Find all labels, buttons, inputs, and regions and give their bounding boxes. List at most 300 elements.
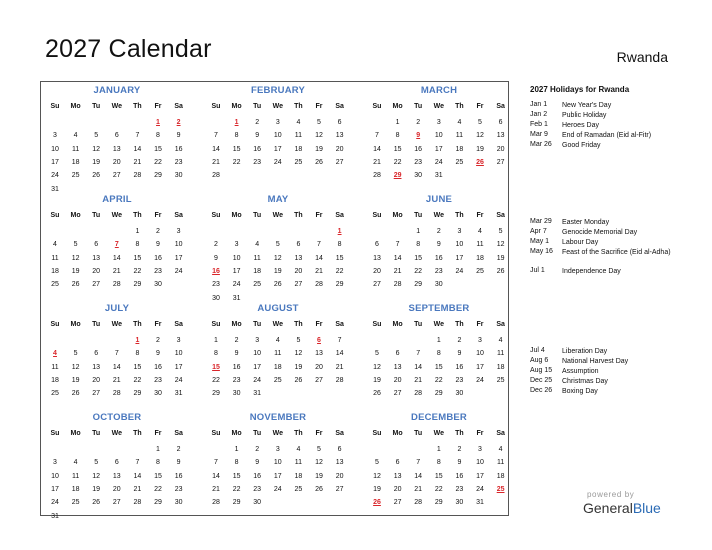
day-cell: 25 bbox=[71, 172, 80, 180]
day-cell: 12 bbox=[315, 132, 323, 140]
day-cell: 4 bbox=[457, 119, 462, 126]
day-cell: 1 bbox=[436, 337, 441, 344]
day-cell: 25 bbox=[51, 281, 59, 289]
month-name: MAY bbox=[267, 194, 289, 205]
day-cell: 25 bbox=[455, 158, 464, 166]
day-cell: 16 bbox=[154, 363, 162, 371]
weekday-label: Sa bbox=[496, 212, 505, 219]
day-cell: 21 bbox=[212, 158, 220, 166]
day-cell: 13 bbox=[92, 254, 101, 262]
day-cell: 6 bbox=[114, 132, 119, 140]
day-cell: 3 bbox=[275, 446, 280, 453]
day-cell: 15 bbox=[154, 145, 162, 153]
day-cell: 16 bbox=[253, 145, 262, 153]
day-cell: 14 bbox=[414, 363, 423, 371]
weekday-label: Su bbox=[211, 430, 221, 437]
day-cell: 17 bbox=[253, 363, 262, 371]
holiday-date: May 16 bbox=[530, 248, 553, 255]
weekday-label: We bbox=[433, 103, 444, 110]
weekday-label: Sa bbox=[174, 430, 183, 437]
day-cell: 22 bbox=[335, 267, 344, 275]
day-cell: 23 bbox=[232, 376, 241, 384]
day-cell: 9 bbox=[234, 350, 239, 358]
weekday-label: Sa bbox=[174, 321, 183, 328]
holiday-date: May 1 bbox=[530, 238, 550, 245]
day-cell: 12 bbox=[373, 363, 381, 371]
day-cell: 11 bbox=[71, 145, 80, 153]
weekday-label: Su bbox=[211, 212, 221, 219]
day-cell: 24 bbox=[273, 485, 282, 493]
day-cell: 30 bbox=[455, 390, 464, 398]
day-cell: 24 bbox=[232, 281, 241, 289]
weekday-label: Fr bbox=[476, 321, 484, 328]
day-cell: 24 bbox=[253, 376, 262, 384]
day-cell: 2 bbox=[156, 228, 160, 235]
day-cell: 10 bbox=[273, 459, 282, 467]
day-cell: 9 bbox=[255, 132, 260, 140]
day-cell: 14 bbox=[414, 472, 423, 480]
day-cell: 28 bbox=[112, 281, 121, 289]
day-cell: 3 bbox=[478, 337, 482, 344]
day-cell: 15 bbox=[154, 472, 162, 480]
day-cell: 8 bbox=[416, 241, 421, 249]
day-cell: 14 bbox=[212, 472, 220, 480]
day-cell: 11 bbox=[455, 132, 464, 140]
day-cell: 26 bbox=[315, 158, 323, 166]
weekday-label: Mo bbox=[70, 430, 81, 437]
day-cell: 13 bbox=[393, 363, 402, 371]
day-cell: 17 bbox=[51, 485, 59, 493]
weekday-label: Mo bbox=[231, 321, 242, 328]
day-cell: 3 bbox=[255, 337, 260, 344]
day-cell: 26 bbox=[92, 172, 101, 180]
day-cell: 2 bbox=[156, 337, 160, 344]
day-cell: 8 bbox=[135, 350, 140, 358]
weekday-label: Mo bbox=[231, 212, 242, 219]
day-cell: 12 bbox=[476, 132, 484, 140]
month-name: JUNE bbox=[425, 194, 453, 205]
holiday-date: Dec 26 bbox=[530, 387, 553, 394]
day-cell: 2 bbox=[457, 337, 462, 344]
day-cell: 4 bbox=[498, 446, 503, 453]
day-cell: 12 bbox=[71, 254, 80, 262]
day-cell: 21 bbox=[393, 267, 402, 275]
weekday-label: Th bbox=[133, 430, 142, 437]
day-cell: 14 bbox=[133, 145, 142, 153]
day-cell: 20 bbox=[335, 145, 344, 153]
day-cell: 28 bbox=[373, 172, 381, 180]
holiday-name: End of Ramadan (Eid al-Fitr) bbox=[562, 132, 652, 139]
holiday-name: New Year's Day bbox=[562, 102, 612, 109]
holiday-name: Christmas Day bbox=[562, 378, 608, 385]
day-cell: 2 bbox=[416, 119, 421, 126]
day-cell: 24 bbox=[51, 172, 59, 180]
day-cell: 13 bbox=[393, 472, 402, 480]
holiday-date: Jan 1 bbox=[530, 101, 548, 108]
day-cell: 28 bbox=[414, 390, 423, 398]
weekday-label: Th bbox=[294, 321, 303, 328]
day-cell: 21 bbox=[212, 485, 220, 493]
day-cell: 19 bbox=[71, 267, 80, 275]
powered-by-text: powered by bbox=[587, 490, 635, 499]
day-cell: 5 bbox=[317, 119, 321, 126]
day-cell: 20 bbox=[294, 267, 303, 275]
month-name: SEPTEMBER bbox=[408, 303, 470, 314]
holiday-date: Mar 26 bbox=[530, 141, 552, 148]
day-cell: 30 bbox=[455, 499, 464, 507]
day-cell: 1 bbox=[135, 228, 140, 235]
day-cell: 26 bbox=[294, 376, 303, 384]
day-cell: 10 bbox=[476, 350, 484, 358]
day-cell: 23 bbox=[154, 376, 162, 384]
day-cell: 4 bbox=[53, 241, 57, 249]
weekday-label: Su bbox=[372, 103, 382, 110]
weekday-label: Sa bbox=[496, 321, 505, 328]
day-cell: 15 bbox=[414, 254, 423, 262]
day-cell: 17 bbox=[174, 254, 183, 262]
holiday-name: Public Holiday bbox=[562, 112, 607, 119]
weekday-label: Su bbox=[50, 430, 60, 437]
day-cell: 11 bbox=[496, 459, 505, 467]
day-cell: 22 bbox=[232, 485, 241, 493]
holiday-day: 4 bbox=[53, 350, 57, 358]
day-cell: 25 bbox=[294, 485, 303, 493]
day-cell: 28 bbox=[133, 499, 142, 507]
day-cell: 10 bbox=[174, 350, 183, 358]
weekday-label: Sa bbox=[335, 321, 344, 328]
weekday-label: Su bbox=[372, 430, 382, 437]
day-cell: 13 bbox=[496, 132, 505, 140]
day-cell: 27 bbox=[496, 158, 505, 166]
day-cell: 23 bbox=[253, 158, 262, 166]
day-cell: 8 bbox=[234, 459, 239, 467]
day-cell: 20 bbox=[335, 472, 344, 480]
day-cell: 21 bbox=[112, 376, 121, 384]
holiday-day: 26 bbox=[373, 499, 381, 507]
day-cell: 20 bbox=[373, 267, 381, 275]
weekday-label: Fr bbox=[315, 103, 323, 110]
weekday-label: Su bbox=[50, 212, 60, 219]
weekday-label: Mo bbox=[231, 103, 242, 110]
holiday-day: 2 bbox=[176, 119, 181, 126]
weekday-label: Mo bbox=[392, 430, 403, 437]
day-cell: 10 bbox=[273, 132, 282, 140]
holiday-name: Feast of the Sacrifice (Eid al-Adha) bbox=[562, 249, 671, 256]
weekday-label: Tu bbox=[414, 212, 423, 219]
day-cell: 31 bbox=[232, 294, 241, 302]
weekday-label: We bbox=[272, 103, 283, 110]
day-cell: 18 bbox=[51, 376, 59, 384]
day-cell: 13 bbox=[315, 350, 323, 358]
day-cell: 24 bbox=[273, 158, 282, 166]
day-cell: 7 bbox=[337, 337, 342, 344]
day-cell: 15 bbox=[335, 254, 344, 262]
day-cell: 26 bbox=[71, 281, 80, 289]
day-cell: 11 bbox=[51, 254, 59, 262]
day-cell: 29 bbox=[434, 390, 443, 398]
day-cell: 11 bbox=[294, 132, 303, 140]
day-cell: 1 bbox=[234, 446, 239, 453]
month-name: FEBRUARY bbox=[250, 85, 306, 96]
weekday-label: Tu bbox=[253, 321, 262, 328]
day-cell: 8 bbox=[156, 132, 160, 140]
day-cell: 31 bbox=[253, 390, 262, 398]
day-cell: 16 bbox=[455, 472, 464, 480]
day-cell: 24 bbox=[174, 376, 183, 384]
weekday-label: Sa bbox=[335, 212, 344, 219]
weekday-label: We bbox=[111, 430, 122, 437]
day-cell: 5 bbox=[375, 459, 379, 467]
day-cell: 6 bbox=[375, 241, 379, 249]
day-cell: 19 bbox=[315, 472, 323, 480]
day-cell: 1 bbox=[395, 119, 400, 126]
day-cell: 1 bbox=[436, 446, 441, 453]
day-cell: 23 bbox=[434, 267, 443, 275]
day-cell: 7 bbox=[214, 132, 218, 140]
holiday-date: Jul 4 bbox=[530, 347, 545, 354]
day-cell: 8 bbox=[135, 241, 140, 249]
weekday-label: Su bbox=[50, 321, 60, 328]
day-cell: 11 bbox=[294, 459, 303, 467]
day-cell: 3 bbox=[53, 132, 57, 140]
weekday-label: Sa bbox=[496, 103, 505, 110]
holiday-name: Labour Day bbox=[562, 239, 599, 246]
weekday-label: Fr bbox=[154, 212, 162, 219]
day-cell: 13 bbox=[335, 459, 344, 467]
day-cell: 26 bbox=[71, 390, 80, 398]
day-cell: 18 bbox=[71, 158, 80, 166]
holiday-day: 1 bbox=[337, 228, 342, 235]
day-cell: 21 bbox=[335, 363, 344, 371]
day-cell: 27 bbox=[315, 376, 323, 384]
day-cell: 14 bbox=[393, 254, 402, 262]
day-cell: 23 bbox=[174, 158, 183, 166]
day-cell: 7 bbox=[135, 459, 140, 467]
weekday-label: Tu bbox=[253, 430, 262, 437]
day-cell: 19 bbox=[373, 485, 381, 493]
day-cell: 5 bbox=[94, 132, 99, 140]
day-cell: 15 bbox=[133, 254, 142, 262]
day-cell: 22 bbox=[154, 158, 162, 166]
day-cell: 28 bbox=[315, 281, 323, 289]
day-cell: 24 bbox=[174, 267, 183, 275]
day-cell: 13 bbox=[112, 145, 121, 153]
weekday-label: Th bbox=[294, 430, 303, 437]
holiday-name: Easter Monday bbox=[562, 219, 610, 226]
day-cell: 5 bbox=[94, 459, 99, 467]
day-cell: 11 bbox=[496, 350, 505, 358]
day-cell: 4 bbox=[296, 119, 301, 126]
day-cell: 17 bbox=[232, 267, 241, 275]
day-cell: 22 bbox=[133, 376, 142, 384]
day-cell: 11 bbox=[253, 254, 261, 262]
day-cell: 2 bbox=[176, 446, 181, 453]
day-cell: 12 bbox=[273, 254, 282, 262]
day-cell: 18 bbox=[294, 145, 303, 153]
day-cell: 27 bbox=[335, 158, 344, 166]
holiday-date: Feb 1 bbox=[530, 121, 548, 128]
day-cell: 8 bbox=[234, 132, 239, 140]
day-cell: 9 bbox=[457, 459, 462, 467]
day-cell: 20 bbox=[92, 267, 101, 275]
day-cell: 29 bbox=[133, 390, 142, 398]
day-cell: 22 bbox=[232, 158, 241, 166]
day-cell: 18 bbox=[455, 145, 464, 153]
day-cell: 28 bbox=[414, 499, 423, 507]
day-cell: 21 bbox=[373, 158, 381, 166]
weekday-label: Fr bbox=[476, 103, 484, 110]
day-cell: 20 bbox=[92, 376, 101, 384]
holiday-day: 1 bbox=[156, 119, 160, 126]
day-cell: 25 bbox=[71, 499, 80, 507]
day-cell: 12 bbox=[71, 363, 80, 371]
day-cell: 20 bbox=[112, 485, 121, 493]
day-cell: 4 bbox=[478, 228, 482, 235]
day-cell: 10 bbox=[455, 241, 464, 249]
day-cell: 7 bbox=[375, 132, 379, 140]
weekday-label: Th bbox=[133, 103, 142, 110]
day-cell: 7 bbox=[214, 459, 218, 467]
weekday-label: Sa bbox=[335, 430, 344, 437]
day-cell: 15 bbox=[393, 145, 402, 153]
day-cell: 13 bbox=[373, 254, 381, 262]
weekday-label: Th bbox=[133, 212, 142, 219]
holiday-name: Good Friday bbox=[562, 142, 601, 149]
weekday-label: Fr bbox=[315, 430, 323, 437]
day-cell: 30 bbox=[253, 499, 262, 507]
day-cell: 10 bbox=[174, 241, 183, 249]
day-cell: 9 bbox=[156, 350, 160, 358]
weekday-label: Th bbox=[455, 103, 464, 110]
weekday-label: We bbox=[111, 103, 122, 110]
weekday-label: Mo bbox=[70, 103, 81, 110]
day-cell: 16 bbox=[174, 145, 183, 153]
holiday-name: National Harvest Day bbox=[562, 358, 629, 365]
day-cell: 28 bbox=[212, 499, 220, 507]
day-cell: 3 bbox=[457, 228, 462, 235]
day-cell: 26 bbox=[315, 485, 323, 493]
holiday-day: 29 bbox=[393, 172, 402, 180]
weekday-label: Tu bbox=[414, 321, 423, 328]
month-name: JANUARY bbox=[93, 85, 141, 96]
day-cell: 4 bbox=[73, 459, 78, 467]
day-cell: 29 bbox=[154, 499, 162, 507]
day-cell: 21 bbox=[133, 158, 142, 166]
day-cell: 20 bbox=[393, 485, 402, 493]
weekday-label: Mo bbox=[392, 212, 403, 219]
month-name: DECEMBER bbox=[411, 412, 467, 423]
brand-general: General bbox=[583, 500, 633, 516]
day-cell: 1 bbox=[416, 228, 421, 235]
day-cell: 30 bbox=[212, 294, 220, 302]
day-cell: 25 bbox=[51, 390, 59, 398]
holiday-day: 7 bbox=[114, 241, 119, 249]
day-cell: 17 bbox=[476, 472, 484, 480]
day-cell: 26 bbox=[373, 390, 381, 398]
day-cell: 13 bbox=[112, 472, 121, 480]
day-cell: 16 bbox=[434, 254, 443, 262]
weekday-label: Tu bbox=[92, 321, 101, 328]
day-cell: 11 bbox=[51, 363, 59, 371]
weekday-label: Th bbox=[455, 212, 464, 219]
day-cell: 27 bbox=[393, 499, 402, 507]
day-cell: 19 bbox=[315, 145, 323, 153]
weekday-label: Sa bbox=[496, 430, 505, 437]
day-cell: 30 bbox=[434, 281, 443, 289]
day-cell: 13 bbox=[294, 254, 303, 262]
day-cell: 6 bbox=[94, 241, 99, 249]
day-cell: 10 bbox=[434, 132, 443, 140]
day-cell: 2 bbox=[436, 228, 441, 235]
day-cell: 7 bbox=[416, 350, 421, 358]
day-cell: 5 bbox=[317, 446, 321, 453]
weekday-label: Th bbox=[455, 430, 464, 437]
holiday-day: 6 bbox=[317, 337, 321, 344]
day-cell: 5 bbox=[73, 350, 78, 358]
day-cell: 23 bbox=[455, 485, 464, 493]
day-cell: 26 bbox=[273, 281, 282, 289]
holiday-name: Assumption bbox=[562, 368, 599, 375]
day-cell: 18 bbox=[496, 363, 505, 371]
day-cell: 29 bbox=[133, 281, 142, 289]
day-cell: 22 bbox=[133, 267, 142, 275]
day-cell: 19 bbox=[496, 254, 505, 262]
weekday-label: Sa bbox=[335, 103, 344, 110]
day-cell: 5 bbox=[73, 241, 78, 249]
weekday-label: Tu bbox=[92, 103, 101, 110]
day-cell: 8 bbox=[156, 459, 160, 467]
day-cell: 26 bbox=[92, 499, 101, 507]
day-cell: 1 bbox=[156, 446, 160, 453]
holiday-day: 9 bbox=[416, 132, 421, 140]
day-cell: 6 bbox=[395, 350, 400, 358]
day-cell: 18 bbox=[51, 267, 59, 275]
day-cell: 8 bbox=[395, 132, 400, 140]
weekday-label: We bbox=[111, 321, 122, 328]
day-cell: 10 bbox=[253, 350, 262, 358]
day-cell: 15 bbox=[232, 472, 241, 480]
weekday-label: We bbox=[272, 321, 283, 328]
weekday-label: We bbox=[272, 430, 283, 437]
weekday-label: Mo bbox=[392, 321, 403, 328]
weekday-label: Fr bbox=[154, 430, 162, 437]
weekday-label: Su bbox=[372, 321, 382, 328]
day-cell: 8 bbox=[436, 350, 441, 358]
day-cell: 9 bbox=[176, 459, 181, 467]
weekday-label: Tu bbox=[253, 103, 262, 110]
weekday-label: We bbox=[433, 430, 444, 437]
day-cell: 8 bbox=[436, 459, 441, 467]
day-cell: 5 bbox=[296, 337, 301, 344]
day-cell: 6 bbox=[337, 446, 342, 453]
day-cell: 28 bbox=[112, 390, 121, 398]
day-cell: 1 bbox=[214, 337, 218, 344]
day-cell: 21 bbox=[112, 267, 121, 275]
day-cell: 3 bbox=[234, 241, 239, 249]
holiday-day: 16 bbox=[212, 267, 220, 275]
day-cell: 14 bbox=[112, 363, 121, 371]
day-cell: 31 bbox=[51, 185, 59, 193]
brand-logo[interactable] bbox=[583, 500, 661, 516]
day-cell: 20 bbox=[112, 158, 121, 166]
weekday-label: We bbox=[272, 212, 283, 219]
day-cell: 21 bbox=[414, 485, 423, 493]
day-cell: 7 bbox=[135, 132, 140, 140]
weekday-label: Fr bbox=[476, 212, 484, 219]
holiday-day: 1 bbox=[234, 119, 239, 126]
day-cell: 8 bbox=[337, 241, 342, 249]
holiday-date: Jan 2 bbox=[530, 111, 548, 118]
